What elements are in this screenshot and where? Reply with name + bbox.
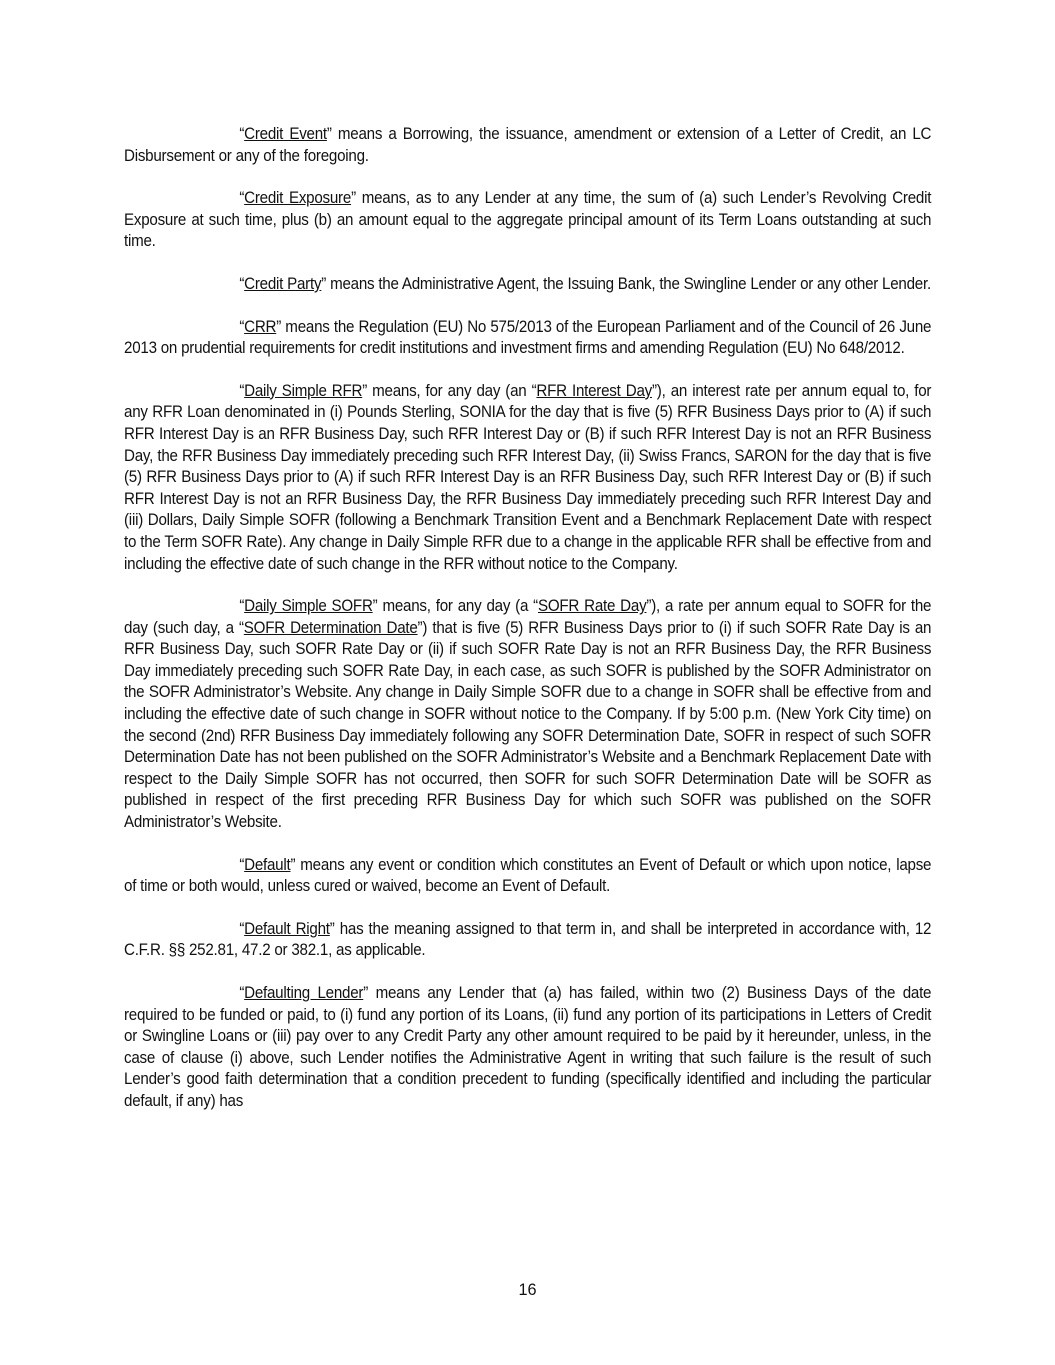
definition-text: means any Lender that (a) has failed, within two (2) Business Days of the date required to be funded or paid, to (i) fund any portion of its Loans, (ii) fund any portion of its participations in Letters of Credit or Swingline Loans or (iii) pay over to any Credit Party any other amount required to be paid by it hereunder, unless, in the case of clause (i) above, such Lender notifies the Administrative Agent in writing that such failure is the result of such Lender’s good faith determination that a condition precedent to funding (specifically identified and including the particular default, if any) has xyxy=(124,984,932,1110)
definition-text: means, for any day (an “ xyxy=(367,381,537,400)
defined-term: Credit Party xyxy=(244,274,322,293)
open-quote: “ xyxy=(239,125,245,143)
definition-text: ”), an interest rate per annum equal to, for any RFR Loan denominated in (i) Pounds Sterling, SONIA for the day that is five (5) RFR Business Days prior to (A) if such RFR Interest Day is an RFR Business Day, such RFR Interest Day or (B) if such RFR Interest Day is not an RFR Business Day, the RFR Business Day immediately preceding such RFR Interest Day, (ii) Swiss Francs, SARON for the day that is five (5) RFR Business Days prior to (A) if such RFR Interest Day is an RFR Business Day, such RFR Interest Day or (B) if such RFR Interest Day is not an RFR Business Day, the RFR Business Day immediately preceding such RFR Interest Day and (iii) Dollars, Daily Simple SOFR (following a Benchmark Transition Event and a Benchmark Replacement Date with respect to the Term SOFR Rate). Any change in Daily Simple RFR due to a change in the applicable RFR shall be effective from and including the effective date of such change in the RFR without notice to the Company. xyxy=(124,381,932,573)
defined-term: CRR xyxy=(244,317,277,336)
close-quote: ” xyxy=(276,317,282,336)
defined-term: Default Right xyxy=(244,919,330,938)
defined-term-inline: SOFR Determination Date xyxy=(243,618,418,637)
open-quote: “ xyxy=(239,984,245,1002)
close-quote: ” xyxy=(326,125,332,143)
close-quote: ” xyxy=(290,855,296,874)
defined-term: Daily Simple SOFR xyxy=(244,597,373,616)
close-quote: ” xyxy=(351,189,356,208)
definition-text: ”) that is five (5) RFR Business Days prior to (i) if such SOFR Rate Day is an RFR Business Day, such SOFR Rate Day or (ii) if such SOFR Rate Day is not an RFR Business Day, the RFR Business Day immediately preceding such SOFR Rate Day, in each case, as such SOFR is published by the SOFR Administrator on the SOFR Administrator’s Website. Any change in Daily Simple SOFR due to a change in SOFR shall be effective from and including the effective date of such change in SOFR without notice to the Company. If by 5:00 p.m. (New York City time) on the second (2nd) RFR Business Day immediately following any SOFR Determination Date, SOFR in respect of such SOFR Determination Date has not been published on the SOFR Administrator’s Website and a Benchmark Replacement Date with respect to the Daily Simple SOFR has not occurred, then SOFR for such SOFR Determination Date will be SOFR as published in respect of the first preceding RFR Business Day for which such SOFR was published on the SOFR Administrator’s Website. xyxy=(124,618,932,832)
definition-text: means a Borrowing, the issuance, amendment or extension of a Letter of Credit, an LC Disbursement or any of the foregoing. xyxy=(124,125,932,165)
page-number: 16 xyxy=(518,1281,537,1299)
defined-term: Credit Exposure xyxy=(244,189,352,208)
open-quote: “ xyxy=(239,855,245,874)
open-quote: “ xyxy=(239,597,245,616)
defined-term-inline: SOFR Rate Day xyxy=(537,597,647,616)
defined-term: Daily Simple RFR xyxy=(244,381,363,400)
close-quote: ” xyxy=(363,984,369,1002)
definition-text: means any event or condition which constitutes an Event of Default or which upon notice, lapse of time or both would, unless cured or waived, become an Event of Default. xyxy=(124,855,932,896)
definition-paragraph-default xyxy=(124,855,931,898)
definition-paragraph-default-right xyxy=(124,919,931,962)
open-quote: “ xyxy=(239,381,245,400)
definition-paragraph-daily-simple-rfr xyxy=(124,381,931,575)
open-quote: “ xyxy=(239,919,245,938)
close-quote: ” xyxy=(362,381,368,400)
defined-term: Credit Event xyxy=(244,125,327,143)
close-quote: ” xyxy=(329,919,335,938)
defined-term: Defaulting Lender xyxy=(244,984,364,1002)
open-quote: “ xyxy=(239,317,245,336)
definition-paragraph-crr xyxy=(124,317,931,360)
definition-text: means the Administrative Agent, the Issuing Bank, the Swingline Lender or any other Lender. xyxy=(326,274,931,293)
open-quote: “ xyxy=(239,189,245,208)
definition-text: has the meaning assigned to that term in, and shall be interpreted in accordance with, 12 C.F.R. §§ 252.81, 47.2 or 382.1, as applicable. xyxy=(124,919,932,960)
definition-text: ”), a rate per annum equal to SOFR for the day (such day, a “ xyxy=(124,597,932,637)
definition-paragraph-defaulting-lender xyxy=(124,983,931,1113)
defined-term-inline: RFR Interest Day xyxy=(536,381,652,400)
open-quote: “ xyxy=(239,274,245,293)
definition-paragraph-credit-party xyxy=(124,274,931,296)
definition-text: means the Regulation (EU) No 575/2013 of the European Parliament and of the Council of 26 June 2013 on prudential requirements for credit institutions and investment firms and amending Regulation (EU) No 648/2012. xyxy=(124,317,932,358)
close-quote: ” xyxy=(321,274,327,293)
definition-paragraph-credit-exposure xyxy=(124,188,931,253)
definitions-body xyxy=(124,124,931,1134)
close-quote: ” xyxy=(372,597,378,616)
definition-paragraph-credit-event xyxy=(124,124,931,167)
definition-paragraph-daily-simple-sofr xyxy=(124,596,931,834)
definition-text: means, for any day (a “ xyxy=(377,597,538,616)
defined-term: Default xyxy=(244,855,291,874)
definition-text: means, as to any Lender at any time, the sum of (a) such Lender’s Revolving Credit Exposure at such time, plus (b) an amount equal to the aggregate principal amount of its Term Loans outstanding at such time. xyxy=(124,189,932,251)
